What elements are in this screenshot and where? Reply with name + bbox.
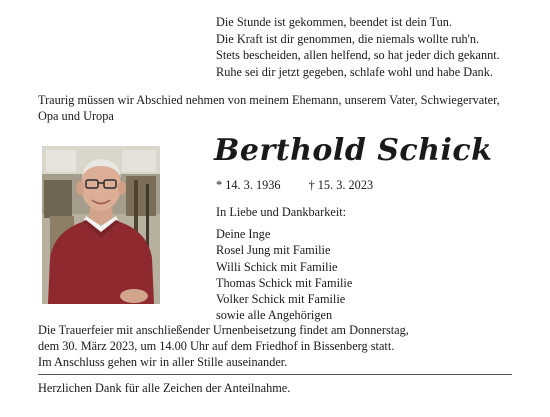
divider xyxy=(38,374,512,375)
thanks-text: Herzlichen Dank für alle Zeichen der Anteilnahme. xyxy=(38,381,291,395)
funeral-info xyxy=(38,322,518,370)
family-member: Thomas Schick mit Familie xyxy=(216,275,353,290)
poem-line: Die Kraft ist dir genommen, die niemals wollte ruh'n. xyxy=(216,31,480,46)
intro-text: Traurig müssen wir Abschied nehmen von meinem Ehemann, unserem Vater, Schwiegervater, Opa und Uropa xyxy=(38,93,500,123)
poem-line: Die Stunde ist gekommen, beendet ist dein Tun. xyxy=(216,15,453,29)
funeral-line: Die Trauerfeier mit anschließender Urnenbeisetzung findet am Donnerstag, xyxy=(38,323,409,337)
family-member: Rosel Jung mit Familie xyxy=(216,243,331,258)
family-member: Willi Schick mit Familie xyxy=(216,259,338,274)
family-member: Deine Inge xyxy=(216,227,271,242)
funeral-line: dem 30. März 2023, um 14.00 Uhr auf dem Friedhof in Bissenberg statt. xyxy=(38,339,395,353)
family-member: Volker Schick mit Familie xyxy=(216,292,346,307)
portrait-photo xyxy=(42,146,160,304)
deceased-name: Berthold Schick xyxy=(214,133,493,168)
poem xyxy=(216,14,536,80)
poem-line: Stets bescheiden, allen helfend, so hat jeder dich gekannt. xyxy=(216,48,500,62)
life-dates xyxy=(216,177,516,193)
funeral-line: Im Anschluss gehen wir in aller Stille auseinander. xyxy=(38,355,288,369)
family-member: sowie alle Angehörigen xyxy=(216,308,333,323)
poem-line: Ruhe sei dir jetzt gegeben, schlafe wohl und habe Dank. xyxy=(216,64,493,79)
birth-date: * 14. 3. 1936 xyxy=(216,178,281,192)
death-date: † 15. 3. 2023 xyxy=(308,178,374,192)
family-heading: In Liebe und Dankbarkeit: xyxy=(216,205,347,219)
family-list xyxy=(216,204,516,323)
